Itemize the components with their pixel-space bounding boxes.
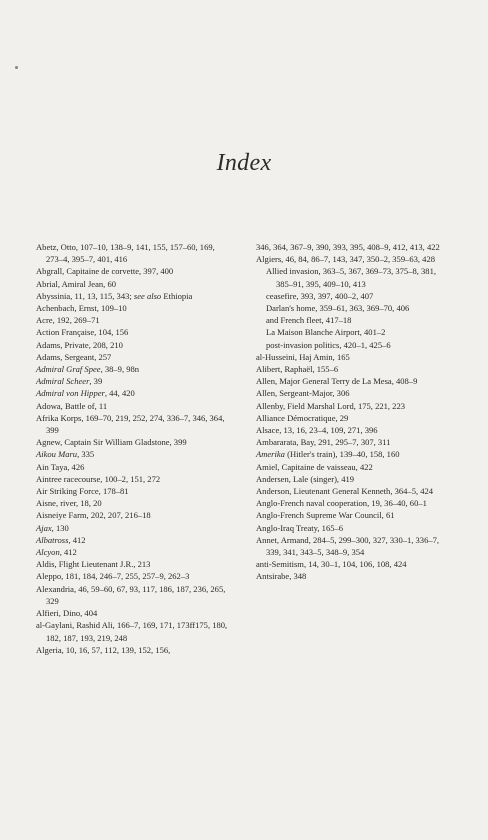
index-entry: Alliance Démocratique, 29	[256, 412, 349, 423]
index-entry: Allen, Sergeant-Major, 306	[256, 388, 350, 399]
index-entry: and French fleet, 417–18	[266, 315, 352, 326]
index-entry: Aisne, river, 18, 20	[36, 498, 102, 509]
index-entry: Albatross, 412	[36, 534, 86, 545]
index-entry: Achenbach, Ernst, 109–10	[36, 303, 127, 314]
index-entry: Anglo-French naval cooperation, 19, 36–40, 60–1	[256, 498, 427, 509]
index-entry: 346, 364, 367–9, 390, 393, 395, 408–9, 412, 413, 422	[256, 242, 440, 252]
index-entry: al-Husseini, Haj Amin, 165	[256, 351, 350, 362]
index-entry: Admiral von Hipper, 44, 420	[36, 388, 135, 399]
index-entry: Admiral Graf Spee, 38–9, 98n	[36, 364, 140, 375]
index-entry: Abyssinia, 11, 13, 115, 343; see also Ethiopia	[36, 290, 193, 301]
index-entry: Aldis, Flight Lieutenant J.R., 213	[36, 559, 151, 570]
index-entry: Allied invasion, 363–5, 367, 369–73, 375–8, 381, 385–91, 395, 409–10, 413	[266, 266, 436, 289]
index-entry: Ajax, 130	[36, 522, 69, 533]
index-entry: Alfieri, Dino, 404	[36, 608, 98, 619]
index-entry: Acre, 192, 269–71	[36, 315, 100, 326]
index-entry: Andersen, Lale (singer), 419	[256, 473, 355, 484]
index-entry: Allen, Major General Terry de La Mesa, 408–9	[256, 376, 418, 387]
index-entry: Adams, Sergeant, 257	[36, 351, 112, 362]
index-entry: Air Striking Force, 178–81	[36, 486, 129, 497]
index-entry: Abgrall, Capitaine de corvette, 397, 400	[36, 266, 174, 277]
index-entry: La Maison Blanche Airport, 401–2	[266, 327, 386, 338]
index-entry: post-invasion politics, 420–1, 425–6	[266, 339, 391, 350]
index-entry: Alexandria, 46, 59–60, 67, 93, 117, 186, 187, 236, 265, 329	[36, 583, 226, 606]
index-entry: Abrial, Amiral Jean, 60	[36, 278, 116, 289]
index-entry: Aisneiye Farm, 202, 207, 216–18	[36, 510, 151, 521]
index-entry: Aintree racecourse, 100–2, 151, 272	[36, 473, 161, 484]
page-mark	[15, 66, 18, 69]
index-entry: Algiers, 46, 84, 86–7, 143, 347, 350–2, 359–63, 428	[256, 254, 436, 265]
index-entry: Amiel, Capitaine de vaisseau, 422	[256, 461, 373, 472]
index-entry: Algeria, 10, 16, 57, 112, 139, 152, 156,	[36, 644, 171, 655]
index-entry: Annet, Armand, 284–5, 299–300, 327, 330–1, 336–7, 339, 341, 343–5, 348–9, 354	[256, 534, 440, 558]
index-entry: Alibert, Raphaël, 155–6	[256, 364, 339, 375]
index-entry: Aleppo, 181, 184, 246–7, 255, 257–9, 262–3	[36, 571, 190, 582]
index-entry: Ambararata, Bay, 291, 295–7, 307, 311	[256, 437, 391, 448]
index-entry: Anglo-French Supreme War Council, 61	[256, 510, 395, 521]
index-entry: Anglo-Iraq Treaty, 165–6	[256, 522, 344, 533]
index-entry: Action Française, 104, 156	[36, 327, 129, 338]
index-entry: Alsace, 13, 16, 23–4, 109, 271, 396	[256, 425, 378, 436]
index-entry: Anderson, Lieutenant General Kenneth, 364–5, 424	[256, 486, 434, 497]
index-entry: Adams, Private, 208, 210	[36, 339, 123, 350]
index-entry: al-Gaylani, Rashid Ali, 166–7, 169, 171, 173ff175, 180, 182, 187, 193, 219, 248	[36, 620, 228, 643]
index-entry: ceasefire, 393, 397, 400–2, 407	[266, 290, 374, 301]
index-entry: Adowa, Battle of, 11	[36, 400, 108, 411]
index-entry: Aikou Maru, 335	[36, 449, 95, 460]
index-column-right	[256, 241, 452, 583]
index-entry: Admiral Scheer, 39	[36, 376, 103, 387]
page-title: Index	[216, 150, 272, 176]
index-entry: Antsirabe, 348	[256, 571, 307, 582]
index-entry: Amerika (Hitler's train), 139–40, 158, 160	[256, 449, 400, 460]
index-entry: Ain Taya, 426	[36, 461, 85, 472]
index-entry: Abetz, Otto, 107–10, 138–9, 141, 155, 157–60, 169, 273–4, 395–7, 401, 416	[36, 242, 215, 265]
index-entry: Afrika Korps, 169–70, 219, 252, 274, 336–7, 346, 364, 399	[36, 412, 225, 436]
index-entry: anti-Semitism, 14, 30–1, 104, 106, 108, 424	[256, 559, 407, 570]
index-entry: Allenby, Field Marshal Lord, 175, 221, 223	[256, 400, 405, 411]
index-column-left	[36, 241, 232, 656]
index-entry: Agnew, Captain Sir William Gladstone, 399	[36, 437, 187, 448]
index-entry: Alcyon, 412	[36, 547, 77, 558]
index-entry: Darlan's home, 359–61, 363, 369–70, 406	[266, 303, 410, 314]
